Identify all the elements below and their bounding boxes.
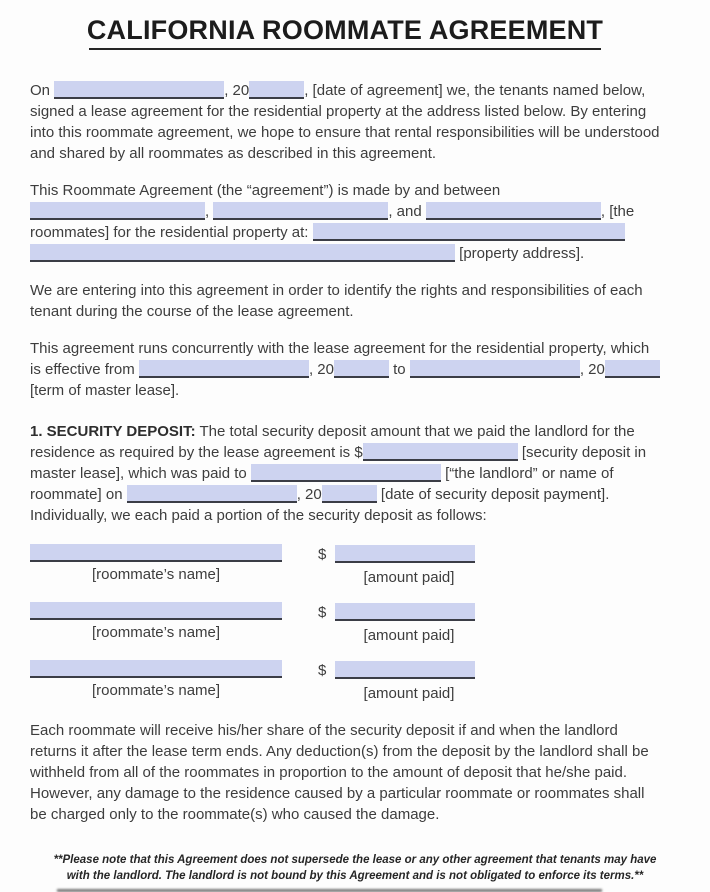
blank-roommate-3-name[interactable] — [426, 202, 601, 220]
amount-paid-label: [amount paid] — [363, 569, 455, 586]
text-segment: [term of master lease]. — [30, 382, 180, 399]
blank-deposit-year[interactable] — [322, 485, 377, 503]
dollar-sign: $ — [318, 662, 327, 679]
blank-roommate-2-name[interactable] — [213, 202, 388, 220]
deposit-name-cell — [30, 660, 282, 704]
amount-line — [318, 660, 480, 681]
blank-agreement-year[interactable] — [249, 81, 304, 99]
paragraph-lease-term — [30, 338, 660, 401]
amount-line — [318, 602, 480, 623]
deposit-amount-cell — [318, 544, 480, 588]
deposit-amount-cell — [318, 660, 480, 704]
text-segment: This agreement runs concurrently with the lease agreement for the residential property, which is effective from — [30, 340, 650, 378]
document-title: CALIFORNIA ROOMMATE AGREEMENT — [86, 15, 604, 45]
text-segment: Each roommate will receive his/her share of the security deposit if and when the landlord returns it after the lease term ends. Any deduction(s) from the deposit by the landlord shall be withheld from all of the roommates in proportion to the amount of deposit that he/she paid. However, any damage to the residence caused by a particular roommate or roommates shall be charged only to the roommate(s) who caused the damage. — [30, 722, 649, 823]
blank-amount-paid-1[interactable] — [335, 545, 475, 563]
footnote-text: **Please note that this Agreement does not supersede the lease or any other agreement that tenants may have with the landlord. The landlord is not bound by this Agreement and is not obligated to enforce its terms.** — [53, 854, 657, 882]
blank-deposit-paid-to[interactable] — [251, 464, 441, 482]
blank-roommate-name-3[interactable] — [30, 660, 282, 678]
paragraph-deposit-refund — [30, 720, 660, 825]
text-segment: , [the roommates] for the residential property at: — [30, 203, 635, 241]
blank-roommate-name-1[interactable] — [30, 544, 282, 562]
blank-property-address-line-2[interactable] — [30, 244, 455, 262]
deposit-row-1 — [30, 544, 660, 588]
deposit-amount-cell — [318, 602, 480, 646]
text-segment: , 20 — [579, 361, 605, 378]
amount-paid-label: [amount paid] — [363, 627, 455, 644]
blank-roommate-1-name[interactable] — [30, 202, 205, 220]
deposit-row-3 — [30, 660, 660, 704]
deposit-row-2 — [30, 602, 660, 646]
text-segment: , — [205, 203, 214, 220]
roommate-name-label: [roommate’s name] — [91, 624, 221, 641]
roommate-name-label: [roommate’s name] — [91, 566, 221, 583]
blank-lease-end-date[interactable] — [410, 360, 580, 378]
text-segment: We are entering into this agreement in order to identify the rights and responsibilities of each tenant during the course of the lease agreement. — [30, 282, 643, 320]
text-segment: This Roommate Agreement (the “agreement”) is made by and between — [30, 182, 501, 199]
dollar-sign: $ — [318, 546, 327, 563]
text-segment: [date of security deposit payment]. Individually, we each paid a portion of the security deposit as follows: — [30, 486, 610, 524]
text-segment: to — [388, 361, 410, 378]
paragraph-parties — [30, 180, 660, 264]
text-segment: , 20 — [224, 82, 250, 99]
text-segment: , 20 — [308, 361, 334, 378]
blank-lease-end-year[interactable] — [605, 360, 660, 378]
blank-lease-start-year[interactable] — [334, 360, 389, 378]
paragraph-agreement-date — [30, 80, 660, 164]
blank-roommate-name-2[interactable] — [30, 602, 282, 620]
section-heading: 1. SECURITY DEPOSIT: — [30, 423, 196, 440]
deposit-breakdown-table — [30, 544, 660, 704]
text-segment: [security deposit in master lease], which was paid to — [30, 444, 647, 482]
blank-deposit-date[interactable] — [127, 485, 297, 503]
text-segment: The total security deposit amount that we paid the landlord for the residence as required by the lease agreement is $ — [30, 423, 635, 461]
text-segment: [“the landlord” or name of roommate] on — [30, 465, 614, 503]
blank-deposit-amount[interactable] — [363, 443, 518, 461]
title-divider — [89, 48, 601, 50]
dollar-sign: $ — [318, 604, 327, 621]
footnote — [0, 852, 710, 884]
deposit-name-cell — [30, 544, 282, 588]
blank-lease-start-date[interactable] — [139, 360, 309, 378]
text-segment: , and — [388, 203, 426, 220]
amount-line — [318, 544, 480, 565]
blank-agreement-date[interactable] — [54, 81, 224, 99]
blank-amount-paid-2[interactable] — [335, 603, 475, 621]
deposit-name-cell — [30, 602, 282, 646]
blank-amount-paid-3[interactable] — [335, 661, 475, 679]
text-segment: , [date of agreement] we, the tenants named below, signed a lease agreement for the residential property at the address listed below. By entering into this roommate agreement, we hope to ensure that rental responsibilities will be understood and shared by all roommates as described in this agreement. — [30, 82, 660, 162]
blank-property-address-line-1[interactable] — [313, 223, 625, 241]
amount-paid-label: [amount paid] — [363, 685, 455, 702]
section-security-deposit — [30, 421, 660, 526]
text-segment: , 20 — [296, 486, 322, 503]
paragraph-purpose — [30, 280, 660, 322]
roommate-name-label: [roommate’s name] — [91, 682, 221, 699]
text-segment: On — [30, 82, 55, 99]
text-segment: [property address]. — [455, 245, 585, 262]
title-block — [30, 14, 660, 50]
